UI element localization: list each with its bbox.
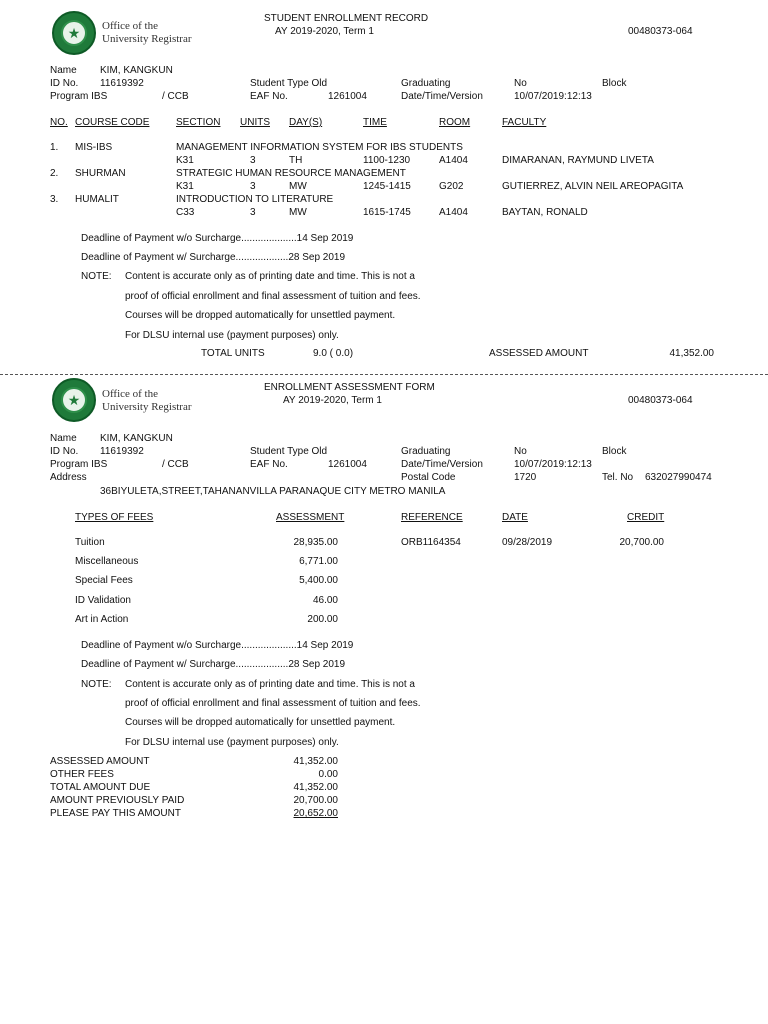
fee-amount: 200.00 <box>307 614 338 625</box>
fee-amount: 46.00 <box>312 595 338 606</box>
col-assessment: ASSESSMENT <box>276 512 345 523</box>
col-date: DATE <box>502 512 528 523</box>
fee-amount: 28,935.00 <box>293 537 338 548</box>
summary-label: TOTAL AMOUNT DUE <box>50 782 151 793</box>
address-value: 36BIYULETA,STREET,TAHANANVILLA PARANAQUE CITY METRO MANILA <box>100 486 446 497</box>
logo-line2: University Registrar <box>102 33 192 45</box>
summary-label: AMOUNT PREVIOUSLY PAID <box>50 795 185 806</box>
deadline-with-surcharge: Deadline of Payment w/ Surcharge...................28 Sep 2019 <box>81 659 346 670</box>
graduating-value: No <box>514 446 527 457</box>
col-reference: REFERENCE <box>401 512 463 523</box>
block-label: Block <box>602 78 627 89</box>
col-room: ROOM <box>439 117 471 128</box>
course-room: G202 <box>439 181 464 192</box>
course-time: 1615-1745 <box>363 207 411 218</box>
graduating-label: Graduating <box>401 446 451 457</box>
datetime-label: Date/Time/Version <box>401 91 483 102</box>
col-section: SECTION <box>176 117 221 128</box>
course-faculty: GUTIERREZ, ALVIN NEIL AREOPAGITA <box>502 181 684 192</box>
tear-line <box>0 374 768 375</box>
tel-label: Tel. No <box>602 472 634 483</box>
student-id: 11619392 <box>100 446 144 457</box>
note-line: Courses will be dropped automatically for unsettled payment. <box>125 717 396 728</box>
doc-title: ENROLLMENT ASSESSMENT FORM <box>264 382 435 393</box>
note-line: Content is accurate only as of printing date and time. This is not a <box>125 271 415 282</box>
col-course-code: COURSE CODE <box>75 117 150 128</box>
logo-text <box>102 388 192 414</box>
total-units-value: 9.0 ( 0.0) <box>313 348 354 359</box>
fee-name: Special Fees <box>75 575 133 586</box>
summary-value: 20,700.00 <box>293 795 338 806</box>
course-code: SHURMAN <box>75 168 126 179</box>
student-name: KIM, KANGKUN <box>100 433 173 444</box>
course-section: K31 <box>176 155 194 166</box>
course-no: 2. <box>50 168 59 179</box>
course-days: TH <box>289 155 303 166</box>
logo-line1: Office of the <box>102 388 158 400</box>
program-college: / CCB <box>162 459 189 470</box>
course-faculty: DIMARANAN, RAYMUND LIVETA <box>502 155 654 166</box>
fee-amount: 6,771.00 <box>299 556 338 567</box>
col-no: NO. <box>50 117 68 128</box>
deadline-with-surcharge: Deadline of Payment w/ Surcharge...................28 Sep 2019 <box>81 252 346 263</box>
datetime-value: 10/07/2019:12:13 <box>514 91 592 102</box>
id-label: ID No. <box>50 446 79 457</box>
deadline-no-surcharge: Deadline of Payment w/o Surcharge....................14 Sep 2019 <box>81 233 354 244</box>
course-room: A1404 <box>439 207 468 218</box>
summary-label: OTHER FEES <box>50 769 114 780</box>
assessed-amount-value: 41,352.00 <box>669 348 714 359</box>
note-line: Courses will be dropped automatically for unsettled payment. <box>125 310 396 321</box>
note-label: NOTE: <box>81 271 112 282</box>
course-no: 3. <box>50 194 59 205</box>
col-days: DAY(S) <box>289 117 323 128</box>
student-type: Student Type Old <box>250 78 328 89</box>
eaf-number: 1261004 <box>328 91 367 102</box>
fee-name: Tuition <box>75 537 105 548</box>
summary-value: 41,352.00 <box>293 782 338 793</box>
note-line: For DLSU internal use (payment purposes) only. <box>125 330 339 341</box>
student-name: KIM, KANGKUN <box>100 65 173 76</box>
course-no: 1. <box>50 142 59 153</box>
record-code: 00480373-064 <box>628 395 693 406</box>
col-units: UNITS <box>240 117 270 128</box>
col-types-of-fees: TYPES OF FEES <box>75 512 154 523</box>
total-units-label: TOTAL UNITS <box>201 348 265 359</box>
eaf-number: 1261004 <box>328 459 367 470</box>
program-label: Program IBS <box>50 91 108 102</box>
summary-label: PLEASE PAY THIS AMOUNT <box>50 808 181 819</box>
deadline-no-surcharge: Deadline of Payment w/o Surcharge....................14 Sep 2019 <box>81 640 354 651</box>
student-id: 11619392 <box>100 78 144 89</box>
address-label: Address <box>50 472 87 483</box>
datetime-label: Date/Time/Version <box>401 459 483 470</box>
name-label: Name <box>50 433 77 444</box>
registrar-seal-logo: ★ <box>52 378 96 422</box>
registrar-seal-logo: ★ <box>52 11 96 55</box>
course-days: MW <box>289 181 307 192</box>
payment-credit: 20,700.00 <box>619 537 664 548</box>
course-section: K31 <box>176 181 194 192</box>
summary-value: 41,352.00 <box>293 756 338 767</box>
summary-label: ASSESSED AMOUNT <box>50 756 150 767</box>
logo-text <box>102 20 192 46</box>
postal-code-value: 1720 <box>514 472 537 483</box>
tel-value: 632027990474 <box>645 472 712 483</box>
fee-name: Miscellaneous <box>75 556 139 567</box>
col-faculty: FACULTY <box>502 117 547 128</box>
graduating-label: Graduating <box>401 78 451 89</box>
payment-date: 09/28/2019 <box>502 537 553 548</box>
summary-value: 0.00 <box>318 769 338 780</box>
course-units: 3 <box>250 181 256 192</box>
note-label: NOTE: <box>81 679 112 690</box>
academic-year: AY 2019-2020, Term 1 <box>283 395 382 406</box>
fee-name: ID Validation <box>75 595 131 606</box>
note-line: For DLSU internal use (payment purposes) only. <box>125 737 339 748</box>
logo-line1: Office of the <box>102 20 158 32</box>
record-code: 00480373-064 <box>628 26 693 37</box>
fee-amount: 5,400.00 <box>299 575 338 586</box>
course-time: 1100-1230 <box>363 155 411 166</box>
name-label: Name <box>50 65 77 76</box>
eaf-label: EAF No. <box>250 459 288 470</box>
academic-year: AY 2019-2020, Term 1 <box>275 26 374 37</box>
course-units: 3 <box>250 207 256 218</box>
block-label: Block <box>602 446 627 457</box>
amount-to-pay: 20,652.00 <box>293 808 338 819</box>
program-college: / CCB <box>162 91 189 102</box>
eaf-label: EAF No. <box>250 91 288 102</box>
fee-name: Art in Action <box>75 614 129 625</box>
doc-title: STUDENT ENROLLMENT RECORD <box>264 13 429 24</box>
program-label: Program IBS <box>50 459 108 470</box>
logo-line2: University Registrar <box>102 401 192 413</box>
course-title: INTRODUCTION TO LITERATURE <box>176 194 334 205</box>
course-code: MIS-IBS <box>75 142 113 153</box>
course-days: MW <box>289 207 307 218</box>
student-type: Student Type Old <box>250 446 328 457</box>
datetime-value: 10/07/2019:12:13 <box>514 459 592 470</box>
course-faculty: BAYTAN, RONALD <box>502 207 588 218</box>
id-label: ID No. <box>50 78 79 89</box>
course-code: HUMALIT <box>75 194 119 205</box>
note-line: proof of official enrollment and final assessment of tuition and fees. <box>125 291 421 302</box>
note-line: proof of official enrollment and final assessment of tuition and fees. <box>125 698 421 709</box>
col-time: TIME <box>363 117 387 128</box>
note-line: Content is accurate only as of printing date and time. This is not a <box>125 679 415 690</box>
graduating-value: No <box>514 78 527 89</box>
course-room: A1404 <box>439 155 468 166</box>
postal-code-label: Postal Code <box>401 472 456 483</box>
assessed-amount-label: ASSESSED AMOUNT <box>489 348 589 359</box>
course-title: STRATEGIC HUMAN RESOURCE MANAGEMENT <box>176 168 406 179</box>
col-credit: CREDIT <box>627 512 665 523</box>
payment-reference: ORB1164354 <box>401 537 461 548</box>
course-section: C33 <box>176 207 195 218</box>
course-title: MANAGEMENT INFORMATION SYSTEM FOR IBS STUDENTS <box>176 142 463 153</box>
course-time: 1245-1415 <box>363 181 411 192</box>
course-units: 3 <box>250 155 256 166</box>
